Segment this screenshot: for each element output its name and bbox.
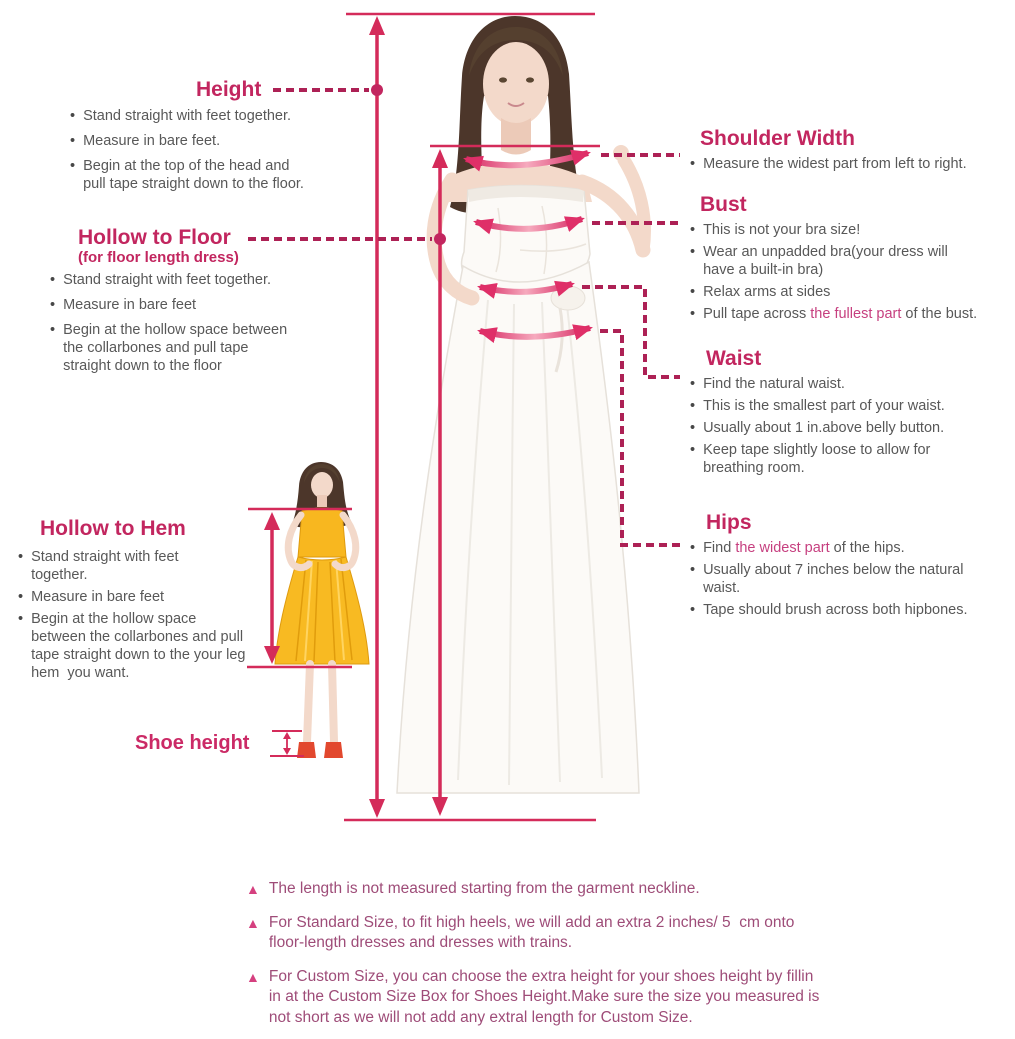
model-left-arm [434,180,472,298]
model-neck [501,118,531,155]
small-model-right-arm [335,515,356,568]
height-anchor-dot [371,84,383,96]
bullet-text: Begin at the top of the head and pull tape straight down to the floor. [83,158,304,192]
bodice-folds [496,206,586,274]
small-model-left-arm [288,515,309,568]
hollow-to-floor-heading: Hollow to Floor [78,226,231,249]
model-eye [499,77,507,82]
bullet-text-part: Pull tape across [703,306,811,322]
small-model-dress-skirt [275,557,369,664]
list-item [50,296,335,314]
height-section [64,79,354,200]
small-model-figure [275,462,369,758]
bullet-icon: • [690,562,696,578]
bullet-icon: • [690,156,696,172]
list-item [70,157,354,193]
arrow-down-icon [369,799,385,818]
small-model-shoes [297,742,343,758]
bullet-text: Begin at the hollow space between the collarbones and pull tape straight down to the floor [63,322,292,374]
hips-section [686,512,1008,623]
small-model-neck [317,495,327,507]
footnote-text: The length is not measured starting from the garment neckline. [268,880,700,897]
arrow-down-icon [432,797,448,816]
small-model-face [311,472,333,498]
list-item [690,397,1006,415]
height-heading: Height [196,78,262,101]
small-model-shoulders [298,508,346,522]
bullet-text: Usually about 1 in.above belly button. [703,420,945,436]
list-item [690,419,1006,437]
model-figure [397,16,644,793]
bullet-icon: • [50,322,56,338]
footnote-text: For Standard Size, to fit high heels, we will add an extra 2 inches/ 5 cm onto floor-length dresses and dresses with trains. [268,913,799,951]
bullet-text: Stand straight with feet together. [63,272,272,288]
list-item [690,221,1015,239]
bullet-icon: • [690,244,696,260]
list-item [18,548,280,584]
warning-triangle-icon: ▲ [246,968,260,985]
footnote-item [246,967,886,1029]
bullet-text-part: of the hips. [829,540,905,556]
dress-ribbon-tail [556,308,562,372]
hips-heading: Hips [706,511,752,534]
dress-waist-knot [551,286,585,310]
small-model-hair [292,462,351,527]
hollow-to-floor-section [20,227,335,382]
bullet-text: This is the smallest part of your waist. [703,398,945,414]
bullet-text [703,539,905,557]
list-item [690,561,1008,597]
model-hair-fringe [469,27,563,76]
model-face [483,42,549,126]
arrow-up-icon [369,16,385,35]
bullet-text: Find the natural waist. [703,376,845,392]
bullet-icon: • [70,133,76,149]
bust-heading: Bust [700,193,747,216]
small-dress-highlights [305,560,344,661]
bullet-text: Measure in bare feet [31,589,165,605]
bullet-text: Measure in bare feet [63,297,197,313]
bullet-icon: • [690,306,696,322]
small-model-fringe [304,464,340,483]
bullet-icon: • [50,272,56,288]
model-dress-neckband [468,186,584,203]
bullet-icon: • [70,158,76,174]
bullet-icon: • [690,540,696,556]
bullet-text-highlight: the fullest part [810,306,902,322]
model-chest [440,162,592,202]
bullet-icon: • [690,398,696,414]
bullet-icon: • [50,297,56,313]
small-model-legs [307,664,334,742]
arrow-down-icon [283,748,291,755]
bullet-text: Relax arms at sides [703,284,831,300]
footnote-item [246,879,886,900]
skirt-folds [458,296,602,785]
bullet-text: Measure in bare feet. [83,133,221,149]
bullet-icon: • [18,611,24,627]
model-right-forearm [624,160,644,250]
shoulder-width-section [686,128,1015,177]
list-item [690,243,1015,279]
footnotes [246,879,886,1039]
list-item [18,610,280,682]
bullet-text-part: Find [703,540,736,556]
bullet-text-part: of the bust. [901,306,978,322]
footnote-text: For Custom Size, you can choose the extra height for your shoes height by fillin in at the Custom Size Box for Shoes Height.Make sure the size you measured is not short as we will not add any extral length for Custom Size. [268,967,824,1026]
model-dress-bodice [462,186,590,293]
warning-triangle-icon: ▲ [246,914,260,931]
bullet-text: Stand straight with feet together. [31,549,183,583]
warning-triangle-icon: ▲ [246,881,260,897]
model-dress-skirt [397,262,639,793]
bullet-text-highlight: the widest part [735,540,830,556]
hollow-to-hem-heading: Hollow to Hem [40,517,186,540]
bullet-icon: • [690,420,696,436]
bullet-icon: • [18,589,24,605]
bullet-icon: • [690,222,696,238]
bullet-text: Begin at the hollow space between the collarbones and pull tape straight down to the your leg hem you want. [31,611,250,681]
list-item [690,539,1008,557]
bullet-icon: • [690,602,696,618]
list-item [70,107,354,125]
list-item [690,305,1015,323]
hollow-to-floor-anchor-dot [434,233,446,245]
model-mouth [508,103,524,106]
arrow-up-icon [283,732,291,739]
bullet-text: Tape should brush across both hipbones. [703,602,968,618]
shoulder-width-heading: Shoulder Width [700,127,855,150]
shoulder-tape-arrow [466,153,588,165]
list-item [690,375,1006,393]
list-item [690,155,1015,173]
model-eye [526,77,534,82]
list-item [50,271,335,289]
bullet-text: Stand straight with feet together. [83,108,292,124]
list-item [18,588,280,606]
footnote-item [246,913,886,954]
bullet-text: Measure the widest part from left to right. [703,156,967,172]
bullet-icon: • [690,376,696,392]
list-item [70,132,354,150]
waist-dashed-connector [582,287,680,377]
bullet-icon: • [18,549,24,565]
bullet-icon: • [690,284,696,300]
hips-dashed-connector [600,331,680,545]
shoe-height-measure-icon [270,731,304,756]
bullet-text: This is not your bra size! [703,222,861,238]
bullet-text: Wear an unpadded bra(your dress will have a built-in bra) [703,244,952,278]
list-item [690,283,1015,301]
hollow-to-floor-subheading: (for floor length dress) [78,249,239,266]
arrow-up-icon [432,149,448,168]
waist-heading: Waist [706,347,762,370]
bullet-text: Usually about 7 inches below the natural waist. [703,562,968,596]
bullet-text [703,305,977,323]
list-item [690,441,1006,477]
waist-section [686,348,1006,481]
bust-tape-arrow [476,219,582,229]
list-item [50,321,335,375]
small-model-dress-bodice [298,508,346,557]
shoe-height-label: Shoe height [135,732,250,754]
bullet-text: Keep tape slightly loose to allow for breathing room. [703,442,935,476]
waist-tape-arrow [480,284,572,292]
list-item [690,601,1008,619]
bullet-icon: • [70,108,76,124]
hollow-to-hem-section [14,518,280,686]
model-right-hand [613,145,629,161]
bust-section [686,194,1015,327]
model-right-upper-arm [582,182,643,250]
bullet-icon: • [690,442,696,458]
model-hair [450,16,583,214]
hips-tape-arrow [480,328,590,337]
small-dress-pleats [296,559,352,662]
